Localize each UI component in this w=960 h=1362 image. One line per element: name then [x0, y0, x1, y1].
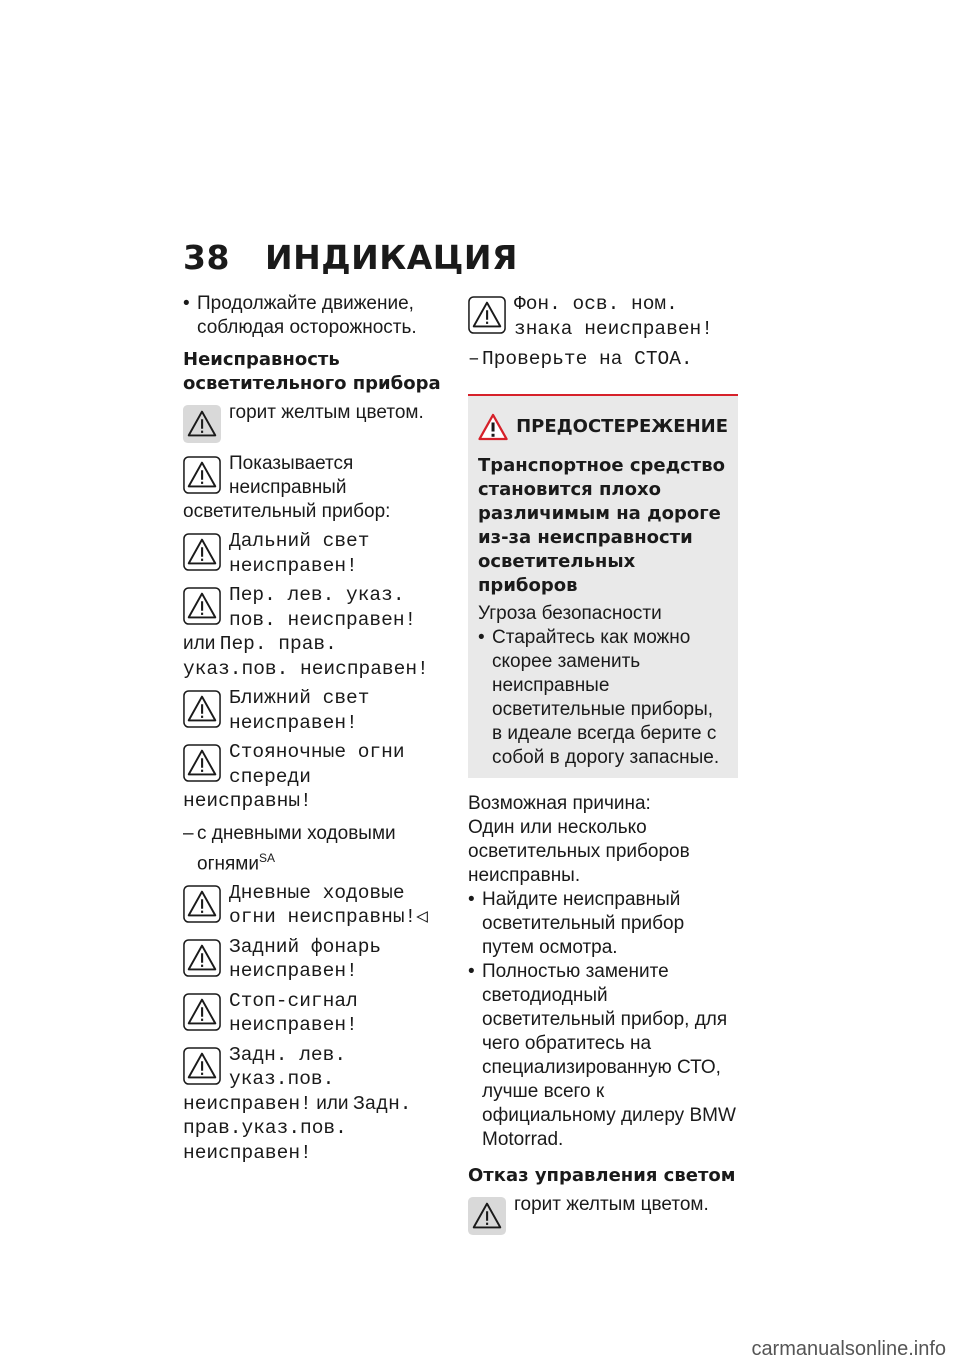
end-arrow-icon: ◁ — [416, 906, 428, 929]
message-parking-lights: Стояночные огни спереди неисправны! — [183, 741, 405, 812]
warning-title — [478, 410, 728, 444]
message-brake-light: Стоп-сигнал неисправен! — [229, 989, 358, 1037]
message-row — [183, 935, 451, 984]
cause-label: Возможная причина: — [468, 792, 651, 814]
warning-triangle-icon — [183, 744, 221, 782]
warning-triangle-icon — [183, 405, 221, 443]
message-row — [468, 292, 738, 341]
section-title: ИНДИКАЦИЯ — [265, 238, 518, 277]
sa-mark: SA — [258, 850, 275, 865]
message-row — [183, 740, 451, 814]
shown-text: Показывается неисправный осветительный прибор: — [183, 453, 391, 522]
message-low-beam: Ближний свет неисправен! — [229, 687, 370, 734]
check-dash: – Проверьте на СТОА. — [468, 347, 738, 372]
warning-triangle-icon — [183, 1047, 221, 1085]
indicator-row — [468, 1193, 738, 1239]
message-front-right-indicator: Пер. прав. указ.пов. неисправен! — [183, 633, 429, 680]
warning-triangle-icon — [468, 296, 506, 334]
lit-yellow-text: горит желтым цветом. — [229, 402, 424, 423]
action-bullet-2: • Полностью замените светодиодный осветительный прибор, для чего обратитесь на специализированную СТО, лучше всего к официальному дилеру BMW Motorrad. — [468, 960, 738, 1152]
page-header — [183, 238, 518, 277]
indicator-row — [183, 401, 451, 447]
warning-triangle-icon — [183, 587, 221, 625]
warning-heading: Транспортное средство становится плохо различимым на дороге из-за неисправности осветительных приборов — [478, 454, 725, 596]
message-row — [183, 989, 451, 1038]
message-plate-light: Фон. осв. ном. знака неисправен! — [514, 293, 713, 340]
drl-text: с дневными ходовыми огнями — [197, 822, 396, 874]
or-word: или — [316, 1092, 349, 1114]
drl-dash — [183, 822, 451, 876]
message-front-left-indicator: Пер. лев. указ. пов. неисправен! — [229, 584, 417, 631]
message-rear-left-indicator: Задн. лев. указ.пов. неисправен! — [183, 1043, 347, 1115]
watermark: carmanualsonline.info — [751, 1338, 946, 1360]
warning-label: ПРЕДОСТЕРЕЖЕНИЕ — [516, 416, 728, 437]
warning-triangle-icon — [183, 939, 221, 977]
indicator-row — [183, 452, 451, 524]
lit-yellow-text: горит желтым цветом. — [514, 1193, 709, 1215]
warning-triangle-icon — [183, 456, 221, 494]
exclamation-triangle-icon — [478, 410, 508, 444]
warning-triangle-icon — [183, 533, 221, 571]
cause-text: Один или несколько осветительных приборов неисправны. — [468, 816, 690, 886]
message-rear-right-indicator: Задн. прав.указ.пов. неисправен! — [183, 1092, 412, 1164]
message-high-beam: Дальний свет неисправен! — [229, 530, 370, 577]
intro-bullet: • Продолжайте движение, соблюдая осторожность. — [183, 292, 451, 340]
right-column — [468, 292, 738, 1239]
page-number: 38 — [183, 238, 230, 277]
warning-triangle-icon — [183, 690, 221, 728]
left-column — [183, 292, 451, 1165]
message-drl: Дневные ходовые огни неисправны! — [229, 881, 417, 929]
message-row — [183, 1043, 451, 1166]
action-bullet-1: • Найдите неисправный осветительный прибор путем осмотра. — [468, 888, 738, 960]
warning-box — [468, 394, 738, 778]
message-row — [183, 881, 451, 930]
message-tail-light: Задний фонарь неисправен! — [229, 935, 382, 983]
message-row — [183, 686, 451, 735]
message-row — [183, 529, 451, 578]
fault-heading: Неисправность осветительного прибора — [183, 349, 441, 394]
warning-triangle-icon — [183, 885, 221, 923]
light-control-heading: Отказ управления светом — [468, 1164, 736, 1186]
warning-hazard: Угроза безопасности — [478, 602, 662, 624]
warning-triangle-icon — [183, 993, 221, 1031]
or-word: или — [183, 633, 216, 654]
warning-bullet: • Старайтесь как можно скорее заменить неисправные осветительные приборы, в идеале всегда берите с собой в дорогу запасные. — [478, 626, 728, 770]
warning-triangle-icon — [468, 1197, 506, 1235]
message-row — [183, 583, 451, 681]
